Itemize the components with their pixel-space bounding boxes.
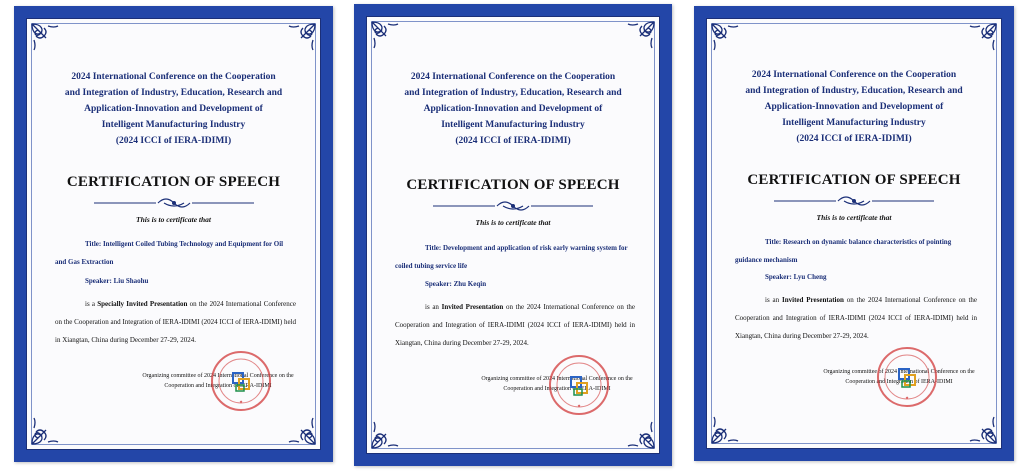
official-seal-icon — [547, 353, 611, 417]
conference-title — [731, 67, 977, 147]
title-text: Intelligent Coiled Tubing Technology and Equipment for Oil and Gas Extraction — [55, 240, 284, 266]
certify-line: This is to certificate that — [136, 215, 211, 224]
organizer-line: Cooperation and Integration of IERA-IDIMI — [845, 379, 953, 385]
corner-ornament-icon — [964, 411, 998, 445]
corner-ornament-icon — [30, 412, 64, 446]
conference-title-line: (2024 ICCI of IERA-IDIMI) — [115, 136, 232, 146]
speaker-name: Zhu Keqin — [453, 280, 487, 288]
conference-title-line: Application-Innovation and Development of — [423, 104, 603, 114]
conference-title-line: Application-Innovation and Development of — [84, 104, 263, 114]
body-prefix: is an — [765, 296, 780, 304]
conference-title-line: Application-Innovation and Development of — [764, 102, 944, 112]
certificate-body — [735, 291, 977, 345]
title-label: Title: — [425, 244, 442, 252]
talk-title — [735, 233, 977, 269]
talk-title — [55, 235, 296, 271]
certificate-paper — [26, 18, 321, 450]
body-suffix: on the 2024 International Conference on the Cooperation and Integration of IERA-IDIMI (2024 ICCI of IERA-IDIMI) held in Xiangtan, China during December 27-29, 2024. — [735, 296, 978, 340]
certificate-1 — [14, 6, 333, 462]
svg-text:★: ★ — [577, 403, 581, 408]
svg-text:★: ★ — [239, 399, 243, 404]
certificate-paper — [366, 16, 660, 454]
certificate-paper — [706, 18, 1002, 449]
corner-ornament-icon — [283, 22, 317, 56]
speaker — [765, 273, 826, 281]
ornamental-divider-icon — [94, 196, 254, 210]
corner-ornament-icon — [964, 22, 998, 56]
organizer-line: Cooperation and Integration of IERA-IDIMI — [164, 383, 272, 389]
organizer-line: Organizing committee of 2024 International Conference on the — [481, 376, 633, 382]
conference-title-line: Intelligent Manufacturing Industry — [441, 120, 585, 130]
conference-title-line: and Integration of Industry, Education, Research and — [404, 88, 622, 98]
conference-title — [51, 69, 296, 149]
body-prefix: is an — [425, 303, 439, 311]
title-text: Research on dynamic balance characteristics of pointing guidance mechanism — [735, 238, 952, 264]
conference-title-line: (2024 ICCI of IERA-IDIMI) — [796, 134, 912, 144]
corner-ornament-icon — [370, 416, 404, 450]
certificate-3 — [694, 6, 1014, 461]
certificate-body — [55, 295, 296, 349]
conference-title-line: and Integration of Industry, Education, Research and — [64, 88, 283, 98]
svg-text:★: ★ — [905, 395, 909, 400]
conference-title — [391, 69, 635, 149]
corner-ornament-icon — [622, 416, 656, 450]
body-suffix: on the 2024 International Conference on the Cooperation and Integration of IERA-IDIMI (2024 ICCI of IERA-IDIMI) held in Xiangtan, China during December 27-29, 2024. — [55, 300, 296, 344]
speaker — [85, 277, 148, 285]
certificate-2 — [354, 4, 672, 466]
speaker-label: Speaker: — [765, 273, 792, 281]
conference-title-line: (2024 ICCI of IERA-IDIMI) — [455, 136, 571, 146]
presentation-type: Invited Presentation — [441, 303, 504, 311]
official-seal-icon — [209, 349, 273, 413]
certificate-heading: CERTIFICATION OF SPEECH — [66, 174, 281, 190]
organizer-line: Organizing committee of 2024 International Conference on the — [823, 369, 975, 375]
certify-line: This is to certificate that — [816, 213, 892, 222]
body-prefix: is a — [85, 300, 95, 308]
corner-ornament-icon — [710, 411, 744, 445]
corner-ornament-icon — [370, 20, 404, 54]
speaker — [425, 280, 486, 288]
corner-ornament-icon — [622, 20, 656, 54]
certificate-heading: CERTIFICATION OF SPEECH — [406, 177, 620, 193]
talk-title — [395, 239, 635, 275]
speaker-name: Liu Shaohu — [113, 277, 149, 285]
body-suffix: on the 2024 International Conference on the Cooperation and Integration of IERA-IDIMI (2024 ICCI of IERA-IDIMI) held in Xiangtan, China during December 27-29, 2024. — [395, 303, 636, 347]
corner-ornament-icon — [30, 22, 64, 56]
organizer-line: Cooperation and Integration of IERA-IDIMI — [503, 386, 611, 392]
speaker-label: Speaker: — [85, 277, 112, 285]
speaker-label: Speaker: — [425, 280, 452, 288]
presentation-type: Invited Presentation — [782, 296, 844, 304]
conference-title-line: 2024 International Conference on the Cooperation — [71, 72, 276, 82]
presentation-type: Specially Invited Presentation — [97, 300, 188, 308]
conference-title-line: and Integration of Industry, Education, Research and — [745, 86, 963, 96]
organizer-line: Organizing committee of 2024 International Conference on the — [142, 373, 294, 379]
ornamental-divider-icon — [774, 194, 934, 208]
certificate-heading: CERTIFICATION OF SPEECH — [747, 172, 961, 188]
certificate-body — [395, 298, 635, 352]
conference-title-line: Intelligent Manufacturing Industry — [101, 120, 246, 130]
certify-line: This is to certificate that — [475, 218, 551, 227]
ornamental-divider-icon — [433, 199, 593, 213]
conference-title-line: Intelligent Manufacturing Industry — [782, 118, 926, 128]
speaker-name: Lyu Cheng — [793, 273, 827, 281]
corner-ornament-icon — [710, 22, 744, 56]
official-seal-icon — [875, 345, 939, 409]
title-label: Title: — [85, 240, 102, 248]
title-label: Title: — [765, 238, 782, 246]
corner-ornament-icon — [283, 412, 317, 446]
title-text: Development and application of risk early warning system for coiled tubing service life — [395, 244, 628, 270]
conference-title-line: 2024 International Conference on the Cooperation — [751, 70, 957, 80]
conference-title-line: 2024 International Conference on the Cooperation — [410, 72, 616, 82]
